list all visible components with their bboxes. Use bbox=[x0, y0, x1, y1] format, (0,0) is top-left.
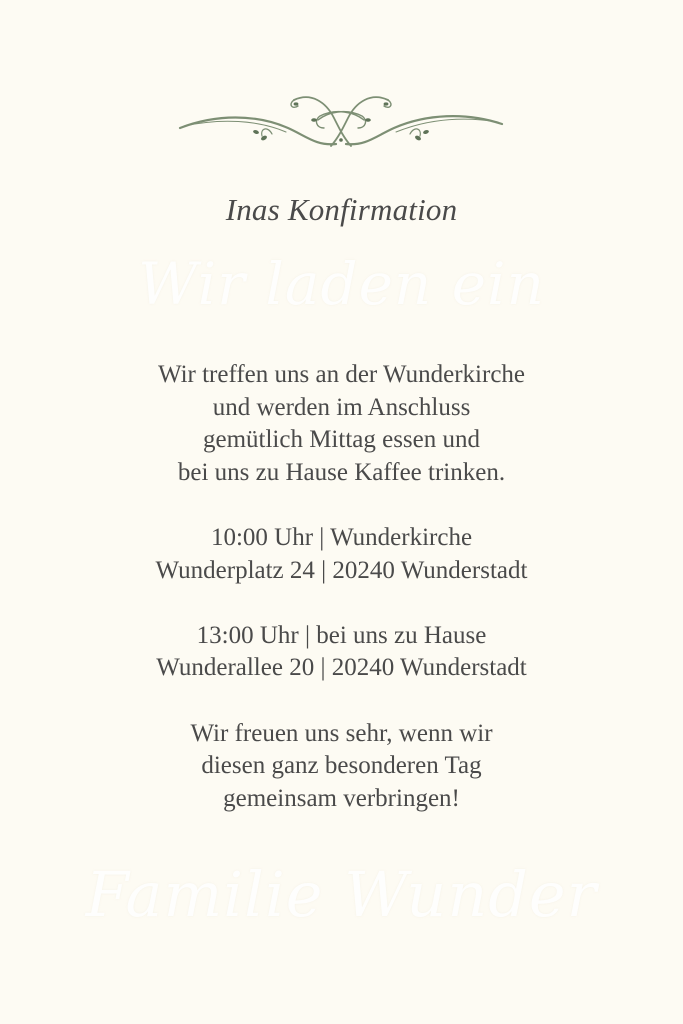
paragraph-closing bbox=[0, 718, 683, 816]
watermark-signature: Familie Wunder bbox=[85, 858, 598, 931]
text-line: gemütlich Mittag essen und bbox=[202, 426, 481, 454]
invitation-body bbox=[0, 359, 683, 815]
text-line: gemeinsam verbringen! bbox=[223, 784, 460, 812]
text-line: Wir freuen uns sehr, wenn wir bbox=[190, 719, 493, 747]
text-line: 13:00 Uhr | bei uns zu Hause bbox=[196, 621, 487, 649]
paragraph-home-details bbox=[0, 620, 683, 685]
text-line: Wunderallee 20 | 20240 Wunderstadt bbox=[156, 654, 527, 682]
text-line: Wunderplatz 24 | 20240 Wunderstadt bbox=[155, 556, 528, 584]
vine-ornament-icon bbox=[176, 90, 506, 160]
text-line: bei uns zu Hause Kaffee trinken. bbox=[177, 458, 506, 486]
watermark-invitation: Wir laden ein bbox=[138, 250, 545, 318]
paragraph-meeting bbox=[0, 359, 683, 489]
text-line: Wir treffen uns an der Wunderkirche bbox=[157, 361, 526, 388]
page-title: Inas Konfirmation bbox=[225, 192, 458, 227]
paragraph-church-details bbox=[0, 522, 683, 587]
text-line: 10:00 Uhr | Wunderkirche bbox=[210, 523, 473, 551]
text-line: und werden im Anschluss bbox=[212, 393, 471, 421]
text-line: diesen ganz besonderen Tag bbox=[201, 752, 482, 780]
